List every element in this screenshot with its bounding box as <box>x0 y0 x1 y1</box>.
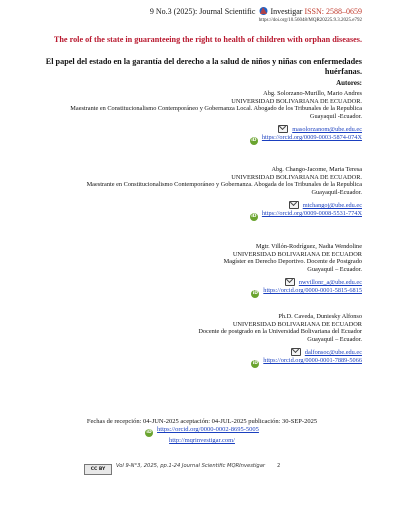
author-email[interactable]: mtchangoj@ube.edu.ec <box>302 202 362 210</box>
creative-commons-icon: CC BY <box>84 464 112 475</box>
author-orcid[interactable]: https://orcid.org/0009-0003-5874-074X <box>261 133 362 141</box>
author-email[interactable]: masolorzanom@ube.edu.ec <box>292 126 362 134</box>
publication-dates: Fechas de recepción: 04-JUN-2025 aceptación: 04-JUL-2025 publicación: 30-SEP-2025 <box>86 418 318 425</box>
author-orcid[interactable]: https://orcid.org/0000-0001-7889-5066 <box>263 356 362 364</box>
author-orcid[interactable]: https://orcid.org/0000-0001-5815-6815 <box>263 286 362 294</box>
journal-logo-icon <box>258 6 269 16</box>
author-name: Abg. Chango-Jacome, Maria Teresa <box>271 166 362 173</box>
author-location: Guayaquil – Ecuador. <box>307 335 362 343</box>
title-spanish: El papel del estado en la garantía del derecho a la salud de niños y niñas con enfermedades huérfanas. <box>45 57 362 76</box>
author-name: Ph.D. Caveda, Duniesky Alfonso <box>278 313 362 320</box>
envelope-icon <box>291 348 301 356</box>
orcid-icon: iD <box>252 360 258 366</box>
doi-link[interactable]: https://doi.org/10.56048/MQR20225.9.3.2025.e792 <box>258 17 362 23</box>
author-location: Guayaquil -Ecuador. <box>309 112 362 120</box>
journal-brand: Investigar <box>270 7 303 16</box>
envelope-icon <box>285 278 295 286</box>
author-institution: UNIVERSIDAD BOLIVARIANA DE ECUADOR. <box>231 173 362 181</box>
orcid-icon: iD <box>146 430 152 435</box>
author-description: Maestrante en Constitucionalismo Contemporáneo y Gobernanza. Abogada de los Tribunales de la Republica <box>86 181 362 189</box>
author-description: Maestrante en Constitucionalismo Contemporáneo y Gobernanza Local. Abogado de los Tribunales de la Republica <box>70 105 362 113</box>
journal-website-link[interactable]: http://mqrinvestigar.com/ <box>169 437 235 444</box>
journal-header <box>150 6 362 25</box>
author-description: Magíster en Derecho Deportivo. Docente de Postgrado <box>223 258 362 266</box>
journal-issn: ISSN: 2588–0659 <box>304 7 362 16</box>
authors-label: Autores: <box>336 79 362 87</box>
page-number: 2 <box>277 463 281 469</box>
orcid-icon: iD <box>251 137 257 143</box>
author-email[interactable]: nwvillonr_a@ube.edu.ec <box>298 279 362 287</box>
author-name: Mgtr. Villón-Rodríguez, Nadia Wendoline <box>255 243 362 250</box>
title-english: The role of the state in guaranteeing the right to health of children with orphan diseases. <box>53 35 362 44</box>
author-institution: UNIVERSIDAD BOLIVARIANA DE ECUADOR <box>232 250 362 258</box>
author-location: Guayaquil – Ecuador. <box>307 265 362 273</box>
author-location: Guayaquil-Ecuador. <box>311 188 362 196</box>
author-name: Abg. Solorzano-Murillo, Mario Andres <box>263 90 362 97</box>
author-orcid[interactable]: https://orcid.org/0009-0008-5531-774X <box>261 209 362 217</box>
envelope-icon <box>289 201 299 209</box>
page-footer <box>84 463 280 475</box>
publication-dates-block <box>0 418 404 445</box>
orcid-icon: iD <box>251 213 257 219</box>
footer-citation: Vol 9-N°3, 2025, pp.1-24 Journal Scientific MQRInvestigar <box>116 463 266 469</box>
envelope-icon <box>278 125 288 133</box>
author-block <box>62 243 362 298</box>
orcid-icon: iD <box>252 290 258 296</box>
author-description: Docente de postgrado en la Universidad Bolivariana del Ecuador <box>198 328 362 336</box>
journal-orcid-link[interactable]: https://orcid.org/0000-0002-8695-5005 <box>157 426 259 433</box>
author-institution: UNIVERSIDAD BOLIVARIANA DE ECUADOR <box>232 320 362 328</box>
author-block <box>62 166 362 221</box>
journal-citation: 9 No.3 (2025): Journal Scientific <box>149 7 256 16</box>
author-block <box>62 90 362 145</box>
author-email[interactable]: dalfonsoc@ube.edu.ec <box>304 349 362 357</box>
author-institution: UNIVERSIDAD BOLIVARIANA DE ECUADOR. <box>231 97 362 105</box>
author-block <box>62 313 362 368</box>
